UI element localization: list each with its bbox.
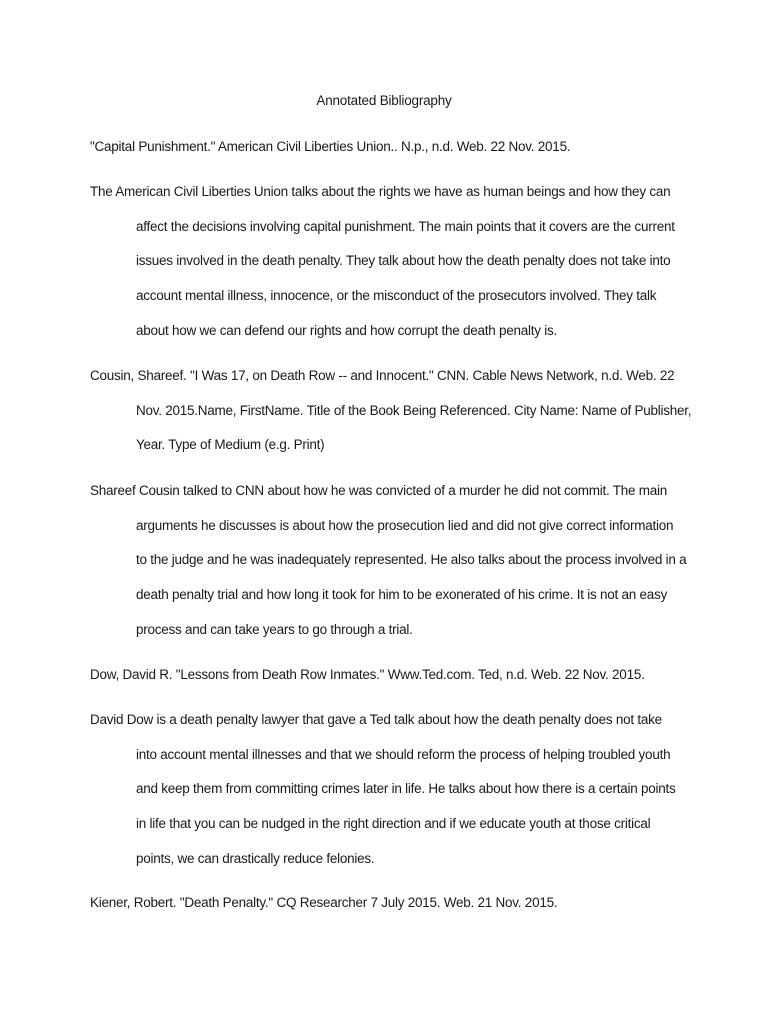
page-title: Annotated Bibliography bbox=[316, 93, 452, 108]
annotation-line: The American Civil Liberties Union talks about the rights we have as human beings and how they can bbox=[90, 184, 671, 199]
annotation-line: issues involved in the death penalty. They talk about how the death penalty does not take into bbox=[136, 253, 671, 268]
annotation-line: affect the decisions involving capital punishment. The main points that it covers are the current bbox=[136, 219, 675, 234]
annotation-line: Shareef Cousin talked to CNN about how he was convicted of a murder he did not commit. The main bbox=[90, 483, 668, 498]
annotation-line: points, we can drastically reduce felonies. bbox=[136, 851, 375, 866]
citation-line: Cousin, Shareef. "I Was 17, on Death Row -- and Innocent." CNN. Cable News Network, n.d. Web. 22 bbox=[90, 368, 675, 383]
annotation-line: arguments he discusses is about how the prosecution lied and did not give correct information bbox=[136, 518, 674, 533]
annotation-line: David Dow is a death penalty lawyer that gave a Ted talk about how the death penalty does not take bbox=[90, 712, 662, 727]
citation-line: Nov. 2015.Name, FirstName. Title of the Book Being Referenced. City Name: Name of Publisher, bbox=[136, 403, 692, 418]
citation-line: Year. Type of Medium (e.g. Print) bbox=[136, 437, 325, 452]
citation-line: Kiener, Robert. "Death Penalty." CQ Researcher 7 July 2015. Web. 21 Nov. 2015. bbox=[90, 895, 558, 910]
annotation-line: about how we can defend our rights and how corrupt the death penalty is. bbox=[136, 323, 558, 338]
citation-line: "Capital Punishment." American Civil Liberties Union.. N.p., n.d. Web. 22 Nov. 2015. bbox=[90, 139, 571, 154]
annotation-line: to the judge and he was inadequately represented. He also talks about the process involved in a bbox=[136, 552, 687, 567]
annotation-line: account mental illness, innocence, or the misconduct of the prosecutors involved. They talk bbox=[136, 288, 657, 303]
annotation-line: into account mental illnesses and that we should reform the process of helping troubled youth bbox=[136, 747, 671, 762]
annotation-line: death penalty trial and how long it took for him to be exonerated of his crime. It is not an easy bbox=[136, 587, 668, 602]
annotation-line: in life that you can be nudged in the right direction and if we educate youth at those critical bbox=[136, 816, 651, 831]
annotation-line: and keep them from committing crimes later in life. He talks about how there is a certain points bbox=[136, 781, 676, 796]
citation-line: Dow, David R. "Lessons from Death Row Inmates." Www.Ted.com. Ted, n.d. Web. 22 Nov. 2015. bbox=[90, 667, 645, 682]
annotation-line: process and can take years to go through a trial. bbox=[136, 622, 413, 637]
